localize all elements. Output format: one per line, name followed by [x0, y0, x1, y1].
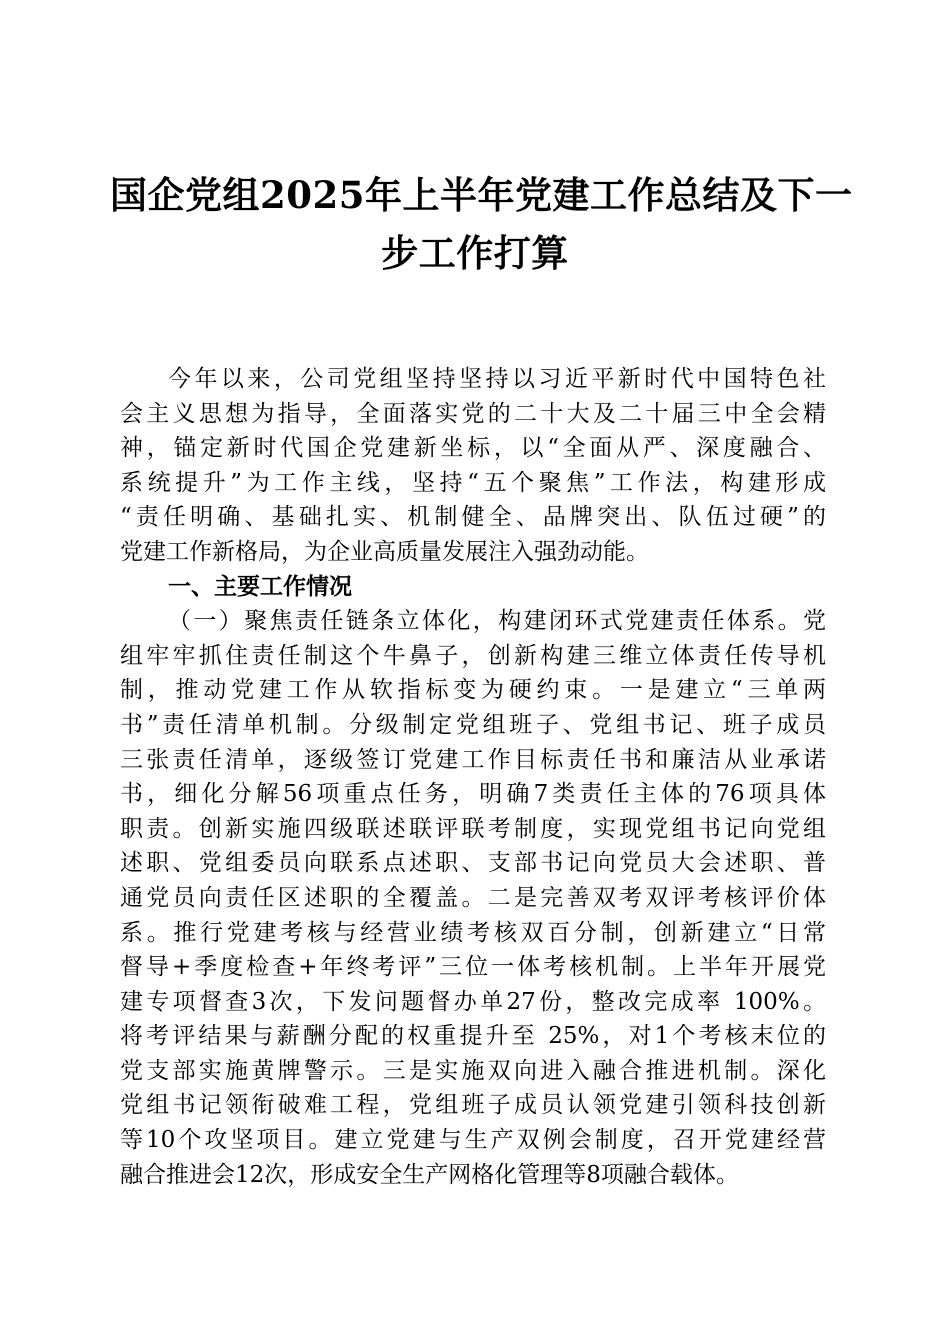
intro-paragraph — [120, 362, 826, 570]
text-line: “责任明确、基础扎实、机制健全、品牌突出、队伍过硬”的 — [120, 504, 826, 531]
document-body — [120, 362, 826, 1192]
text-line: 系。推行党建考核与经营业绩考核双百分制，创新建立“日常 — [120, 919, 826, 946]
text-line: 将考评结果与薪酬分配的权重提升至 25%，对1个考核末位的 — [120, 1023, 826, 1050]
document-title — [110, 166, 853, 282]
text-line: 会主义思想为指导，全面落实党的二十大及二十届三中全会精 — [120, 400, 826, 427]
text-line: 等10个攻坚项目。建立党建与生产双例会制度，召开党建经营 — [120, 1127, 826, 1154]
text-line: 职责。创新实施四级联述联评联考制度，实现党组书记向党组 — [120, 815, 826, 842]
text-line: 党建工作新格局，为企业高质量发展注入强劲动能。 — [120, 538, 649, 565]
text-line: 书，细化分解56项重点任务，明确7类责任主体的76项具体 — [120, 781, 826, 808]
section-heading: 一、主要工作情况 — [168, 573, 352, 600]
text-line: 党支部实施黄牌警示。三是实施双向进入融合推进机制。深化 — [120, 1057, 826, 1084]
title-line-1: 国企党组2025年上半年党建工作总结及下一 — [110, 173, 853, 217]
text-line: 党组书记领衔破难工程，党组班子成员认领党建引领科技创新 — [120, 1092, 826, 1119]
text-line: 系统提升”为工作主线，坚持“五个聚焦”工作法，构建形成 — [120, 469, 826, 496]
title-line-2: 步工作打算 — [381, 231, 569, 275]
text-line: 建专项督查3次，下发问题督办单27份，整改完成率 100%。 — [120, 988, 826, 1015]
text-line: 述职、党组委员向联系点述职、支部书记向党员大会述职、普 — [120, 850, 826, 877]
text-line: 通党员向责任区述职的全覆盖。二是完善双考双评考核评价体 — [120, 884, 826, 911]
text-line: 组牢牢抓住责任制这个牛鼻子，创新构建三维立体责任传导机 — [120, 642, 826, 669]
text-line: 制，推动党建工作从软指标变为硬约束。一是建立“三单两 — [120, 677, 826, 704]
text-line: 神，锚定新时代国企党建新坐标，以“全面从严、深度融合、 — [120, 435, 826, 462]
text-line: 三张责任清单，逐级签订党建工作目标责任书和廉洁从业承诺 — [120, 746, 826, 773]
text-line: 融合推进会12次，形成安全生产网格化管理等8项融合载体。 — [120, 1161, 739, 1188]
text-line: 督导+季度检查+年终考评”三位一体考核机制。上半年开展党 — [120, 954, 826, 981]
section-1-1-paragraph — [120, 604, 826, 1192]
text-line: 今年以来，公司党组坚持坚持以习近平新时代中国特色社 — [168, 366, 826, 392]
text-line: （一）聚焦责任链条立体化，构建闭环式党建责任体系。党 — [168, 608, 826, 635]
text-line: 书”责任清单机制。分级制定党组班子、党组书记、班子成员 — [120, 711, 826, 738]
